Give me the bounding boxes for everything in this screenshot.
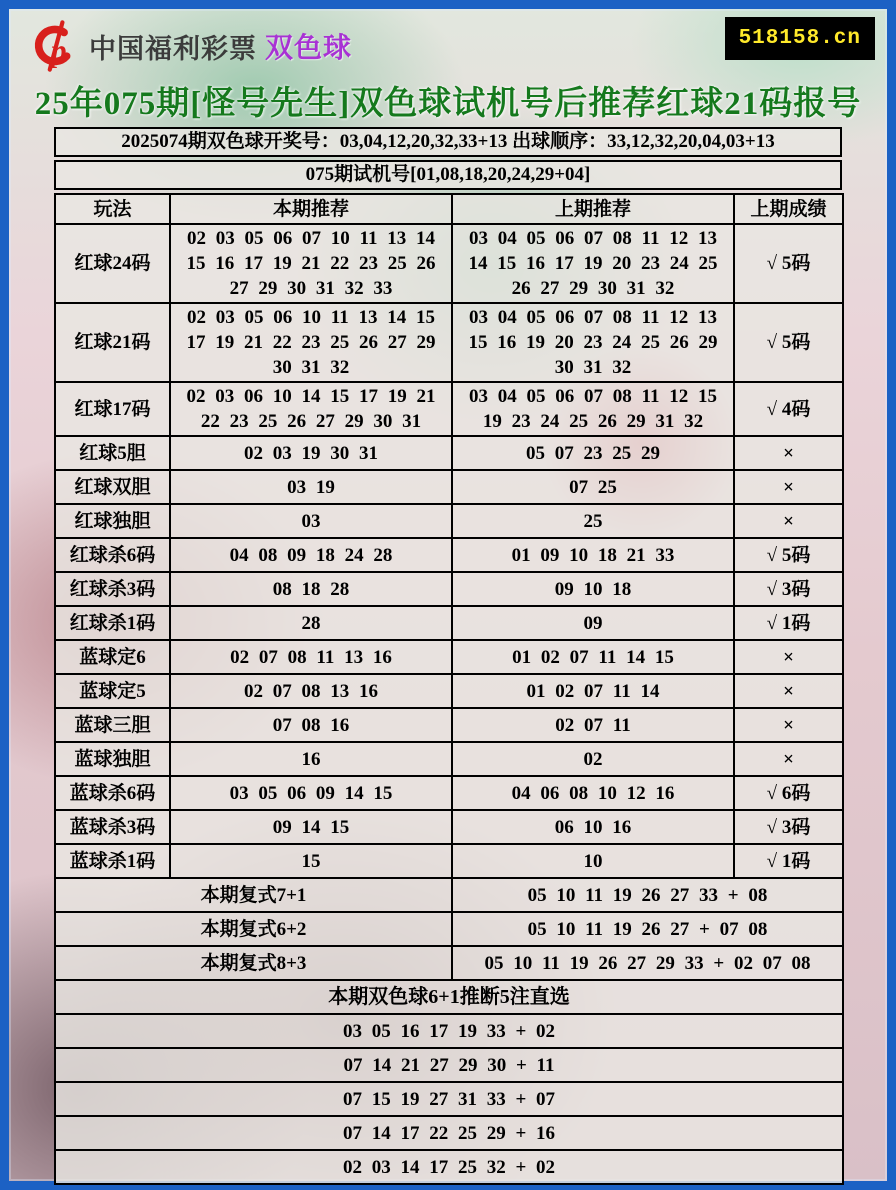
table-row <box>55 470 843 504</box>
page-title: 25年075期[怪号先生]双色球试机号后推荐红球21码报号 <box>34 86 862 122</box>
previous-numbers: 10 <box>452 844 734 878</box>
previous-result: √ 4码 <box>734 382 843 436</box>
previous-numbers: 25 <box>452 504 734 538</box>
previous-numbers: 04 06 08 10 12 16 <box>452 776 734 810</box>
current-numbers: 02 03 06 10 14 15 17 19 21 22 23 25 26 27 29 30 31 <box>170 382 452 436</box>
table-row-pick <box>55 1150 843 1184</box>
table-row <box>55 572 843 606</box>
header <box>9 9 887 79</box>
table-row <box>55 674 843 708</box>
previous-result: √ 3码 <box>734 810 843 844</box>
combo-numbers: 05 10 11 19 26 27 33 + 08 <box>452 878 843 912</box>
previous-numbers: 09 10 18 <box>452 572 734 606</box>
table-row <box>55 303 843 382</box>
direct-pick-numbers: 02 03 14 17 25 32 + 02 <box>55 1150 843 1184</box>
previous-numbers: 02 07 11 <box>452 708 734 742</box>
combo-label: 本期复式8+3 <box>55 946 452 980</box>
content <box>54 127 842 1185</box>
brand-product-name: 双色球 <box>265 32 353 63</box>
play-label: 蓝球杀1码 <box>55 844 170 878</box>
previous-numbers: 01 02 07 11 14 15 <box>452 640 734 674</box>
previous-result: √ 5码 <box>734 538 843 572</box>
table-row-pick <box>55 1048 843 1082</box>
play-label: 蓝球三胆 <box>55 708 170 742</box>
svg-text:p: p <box>50 32 67 69</box>
direct-pick-numbers: 07 15 19 27 31 33 + 07 <box>55 1082 843 1116</box>
previous-result: × <box>734 436 843 470</box>
table-row <box>55 436 843 470</box>
previous-numbers: 06 10 16 <box>452 810 734 844</box>
table-row <box>55 538 843 572</box>
table-row <box>55 606 843 640</box>
previous-result: × <box>734 640 843 674</box>
direct-pick-numbers: 07 14 21 27 29 30 + 11 <box>55 1048 843 1082</box>
table-row-section <box>55 980 843 1014</box>
previous-result: √ 6码 <box>734 776 843 810</box>
col-header-previous: 上期推荐 <box>452 194 734 224</box>
current-numbers: 15 <box>170 844 452 878</box>
current-numbers: 04 08 09 18 24 28 <box>170 538 452 572</box>
combo-label: 本期复式7+1 <box>55 878 452 912</box>
previous-numbers: 09 <box>452 606 734 640</box>
col-header-result: 上期成绩 <box>734 194 843 224</box>
current-numbers: 02 03 05 06 07 10 11 13 14 15 16 17 19 21 22 23 25 26 27 29 30 31 32 33 <box>170 224 452 303</box>
previous-result: √ 1码 <box>734 844 843 878</box>
table-header-row <box>55 194 843 224</box>
direct-pick-numbers: 07 14 17 22 25 29 + 16 <box>55 1116 843 1150</box>
prediction-table <box>54 193 844 1185</box>
cwl-logo-icon <box>27 19 81 73</box>
previous-numbers: 01 09 10 18 21 33 <box>452 538 734 572</box>
play-label: 蓝球杀6码 <box>55 776 170 810</box>
table-row <box>55 810 843 844</box>
table-row-combo <box>55 878 843 912</box>
previous-result: √ 5码 <box>734 224 843 303</box>
current-numbers: 08 18 28 <box>170 572 452 606</box>
table-row-pick <box>55 1082 843 1116</box>
table-row <box>55 844 843 878</box>
play-label: 红球杀6码 <box>55 538 170 572</box>
previous-result: × <box>734 742 843 776</box>
draw-result-bar: 2025074期双色球开奖号：03,04,12,20,32,33+13 出球顺序：33,12,32,20,04,03+13 <box>54 127 842 157</box>
previous-result: × <box>734 708 843 742</box>
play-label: 蓝球独胆 <box>55 742 170 776</box>
previous-numbers: 03 04 05 06 07 08 11 12 13 14 15 16 17 19 20 23 24 25 26 27 29 30 31 32 <box>452 224 734 303</box>
play-label: 红球双胆 <box>55 470 170 504</box>
play-label: 红球杀3码 <box>55 572 170 606</box>
table-row-combo <box>55 946 843 980</box>
previous-numbers: 01 02 07 11 14 <box>452 674 734 708</box>
table-row-pick <box>55 1116 843 1150</box>
current-numbers: 02 03 05 06 10 11 13 14 15 17 19 21 22 23 25 26 27 29 30 31 32 <box>170 303 452 382</box>
table-row <box>55 708 843 742</box>
combo-label: 本期复式6+2 <box>55 912 452 946</box>
play-label: 蓝球定6 <box>55 640 170 674</box>
previous-numbers: 05 07 23 25 29 <box>452 436 734 470</box>
col-header-current: 本期推荐 <box>170 194 452 224</box>
direct-pick-numbers: 03 05 16 17 19 33 + 02 <box>55 1014 843 1048</box>
previous-result: × <box>734 504 843 538</box>
direct-pick-header: 本期双色球6+1推断5注直选 <box>55 980 843 1014</box>
table-row <box>55 382 843 436</box>
combo-numbers: 05 10 11 19 26 27 29 33 + 02 07 08 <box>452 946 843 980</box>
previous-numbers: 02 <box>452 742 734 776</box>
play-label: 红球5胆 <box>55 436 170 470</box>
current-numbers: 09 14 15 <box>170 810 452 844</box>
current-numbers: 07 08 16 <box>170 708 452 742</box>
play-label: 红球17码 <box>55 382 170 436</box>
table-row <box>55 776 843 810</box>
previous-result: √ 5码 <box>734 303 843 382</box>
current-numbers: 03 <box>170 504 452 538</box>
previous-numbers: 03 04 05 06 07 08 11 12 15 19 23 24 25 26 29 31 32 <box>452 382 734 436</box>
combo-numbers: 05 10 11 19 26 27 + 07 08 <box>452 912 843 946</box>
current-numbers: 02 07 08 11 13 16 <box>170 640 452 674</box>
table-row <box>55 504 843 538</box>
previous-result: × <box>734 674 843 708</box>
play-label: 蓝球杀3码 <box>55 810 170 844</box>
current-numbers: 16 <box>170 742 452 776</box>
current-numbers: 28 <box>170 606 452 640</box>
previous-result: √ 3码 <box>734 572 843 606</box>
table-row-combo <box>55 912 843 946</box>
play-label: 红球24码 <box>55 224 170 303</box>
current-numbers: 03 05 06 09 14 15 <box>170 776 452 810</box>
table-row <box>55 224 843 303</box>
previous-result: × <box>734 470 843 504</box>
table-row <box>55 742 843 776</box>
current-numbers: 03 19 <box>170 470 452 504</box>
col-header-play: 玩法 <box>55 194 170 224</box>
table-row <box>55 640 843 674</box>
play-label: 红球21码 <box>55 303 170 382</box>
previous-result: √ 1码 <box>734 606 843 640</box>
domain-badge: 518158.cn <box>725 17 875 60</box>
table-row-pick <box>55 1014 843 1048</box>
current-numbers: 02 07 08 13 16 <box>170 674 452 708</box>
play-label: 蓝球定5 <box>55 674 170 708</box>
previous-numbers: 03 04 05 06 07 08 11 12 13 15 16 19 20 23 24 25 26 29 30 31 32 <box>452 303 734 382</box>
previous-numbers: 07 25 <box>452 470 734 504</box>
current-numbers: 02 03 19 30 31 <box>170 436 452 470</box>
play-label: 红球杀1码 <box>55 606 170 640</box>
brand-name: 中国福利彩票 <box>89 33 257 64</box>
test-number-bar: 075期试机号[01,08,18,20,24,29+04] <box>54 160 842 190</box>
play-label: 红球独胆 <box>55 504 170 538</box>
